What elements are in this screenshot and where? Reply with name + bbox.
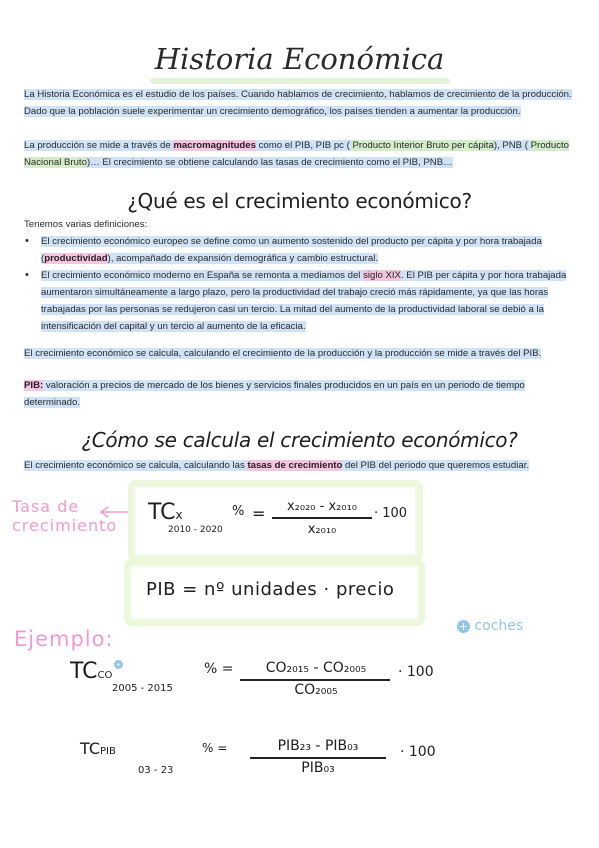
definitions-list [24,233,576,335]
term-productividad: productividad [44,253,108,264]
intro-paragraph-1 [24,86,576,120]
ex1-fraction-line [240,679,390,681]
term-pnb: Producto Nacional Bruto [24,140,569,168]
intro-paragraph-2 [24,137,576,171]
intro-text-2c: ), PNB ( [493,140,531,151]
ex2-denominator: PIB₀₃ [301,760,335,776]
ex2-numerator: PIB₂₃ - PIB₀₃ [277,738,359,754]
intro-text-2a: La producción se mide a través de [24,140,174,151]
term-pib: PIB: [24,380,44,391]
fraction-numerator: x₂₀₂₀ - x₂₀₁₀ [286,499,358,514]
coches-text: coches [474,618,524,634]
ex1-numerator: CO₂₀₁₅ - CO₂₀₀₅ [265,660,367,676]
times-100: · 100 [374,506,408,521]
ex1-period: 2005 - 2015 [112,683,173,694]
ex2-subscript: PIB [100,746,116,757]
ex2-tc-text: TC [80,739,101,758]
ex1-denominator: CO₂₀₀₅ [294,682,338,698]
how-text-b: del PIB del periodo que queremos estudiar. [342,460,530,471]
intro-text-1: La Historia Económica es el estudio de los países. Cuando hablamos de crecimiento, hablamos de crecimiento de la producción. Dado que la población suele experimentar un crecimiento demográfico, los países tienden a aumentar la producción. [24,89,572,117]
fraction-line [272,517,372,519]
pib-definition-text: valoración a precios de mercado de los bienes y servicios finales producidos en un país en un periodo de tiempo determinado. [24,380,525,408]
term-tasas-crecimiento: tasas de crecimiento [247,460,343,471]
ex2-fraction-line [250,757,386,759]
term-macromagnitudes: macromagnitudes [173,140,256,151]
term-pib-pc: Producto Interior Bruto per cápita [352,140,494,151]
tc-period: 2010 - 2020 [168,525,223,535]
ex2-percent-equals: % = [202,741,228,755]
ex1-tc-text: TC [70,659,98,684]
how-text-a: El crecimiento económico se calcula, calculando las [24,460,248,471]
example-2-tc [80,739,116,758]
term-siglo-xix: siglo XIX [363,270,401,281]
formula-box-growth-rate [128,480,423,562]
side-label-line-1: Tasa de [12,497,80,516]
tc-symbol [148,500,183,525]
fraction-denominator: x₂₀₁₀ [307,522,337,537]
pib-formula: PIB = nº unidades · precio [146,579,395,600]
example-label: Ejemplo: [14,627,114,651]
bullet-1-text-a: El crecimiento económico europeo se define como un aumento sostenido del producto per cápita y por hora trabajada ( [41,236,542,264]
bullet-2-text-a: El crecimiento económico moderno en España se remonta a mediamos del [41,270,364,281]
ex2-period: 03 - 23 [138,765,174,776]
definitions-lead: Tenemos varias definiciones: [24,219,148,230]
bullet-1-text-b: ), acompañado de expansión demográfica y cambio estructural. [107,253,379,264]
tc-subscript: x [175,508,183,522]
how-lead [24,457,576,474]
percent-symbol: % [232,504,245,519]
equals-symbol: = [252,504,266,523]
page-title: Historia Económica [154,42,445,76]
list-item [24,267,576,335]
ex2-times-100: · 100 [400,744,436,760]
intro-text-2b: como el PIB, PIB pc ( [255,140,353,151]
bullet-2-text-b: . El PIB per cápita y por hora trabajada aumentaron simultáneamente a largo plazo, pero la productividad del trabajo creció más rápidamente, ya que las horas trabajadas por las personas se redujeron casi un tercio. La mitad del aumento de la productividad laboral se debió a la intensificación del capital y un tercio al aumento de la eficacia. [41,270,567,332]
list-item [24,233,576,267]
plus-icon: + [458,619,469,633]
title-underline [150,78,450,84]
tc-text: TC [148,500,176,525]
calc-paragraph [24,345,576,362]
plus-icon: + [114,660,123,669]
coches-note [457,618,523,634]
ex1-subscript: CO [97,670,113,681]
calc-text: El crecimiento económico se calcula, calculando el crecimiento de la producción y la producción se mide a través del PIB. [24,348,542,359]
example-1-tc [70,659,112,684]
intro-text-2d: )… El crecimiento se obtiene calculando las tasas de crecimiento como el PIB, PNB… [86,157,453,168]
formula-box-pib [124,559,425,626]
ex1-times-100: · 100 [398,664,434,680]
section-heading-what: ¿Qué es el crecimiento económico? [127,189,472,213]
ex1-percent-equals: % = [204,661,234,677]
pib-definition [24,377,576,411]
side-label-line-2: crecimiento [12,516,118,535]
section-heading-how: ¿Cómo se calcula el crecimiento económico? [81,428,518,452]
